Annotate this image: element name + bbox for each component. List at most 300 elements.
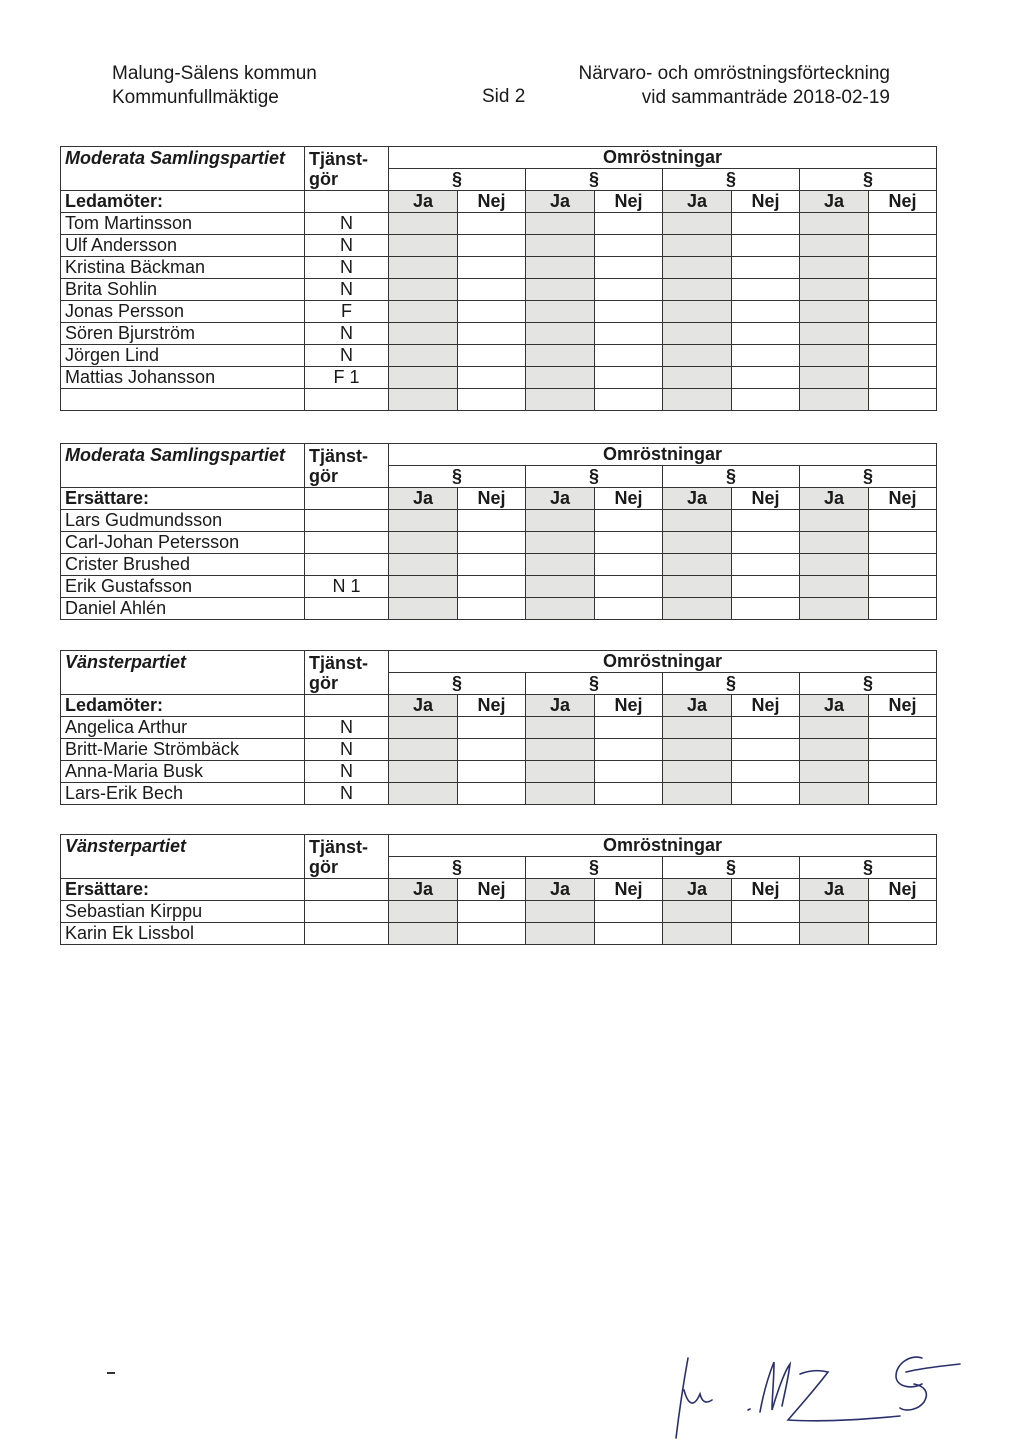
vote-nej-cell [458, 510, 526, 532]
vote-ja-cell [800, 279, 869, 301]
header-row [61, 147, 937, 169]
vote-nej-cell [458, 213, 526, 235]
vote-ja-cell [663, 279, 732, 301]
vote-nej-cell [458, 323, 526, 345]
attendance-status [305, 532, 389, 554]
vote-nej-cell [458, 761, 526, 783]
vote-nej-cell [732, 901, 800, 923]
member-row [61, 323, 937, 345]
nej-header: Nej [732, 488, 800, 510]
paragraph-header: § [800, 169, 937, 191]
header-left [112, 62, 317, 110]
vote-nej-cell [869, 235, 937, 257]
vote-nej-cell [595, 345, 663, 367]
ja-header: Ja [526, 191, 595, 213]
vote-nej-cell [732, 345, 800, 367]
vote-nej-cell [732, 367, 800, 389]
vote-ja-cell [389, 532, 458, 554]
vote-nej-cell [869, 532, 937, 554]
member-row [61, 923, 937, 945]
council-name: Kommunfullmäktige [112, 87, 279, 108]
vote-ja-cell [526, 532, 595, 554]
member-name: Anna-Maria Busk [61, 761, 305, 783]
member-row [61, 532, 937, 554]
nej-header: Nej [595, 191, 663, 213]
member-row [61, 213, 937, 235]
attendance-status: N [305, 345, 389, 367]
vote-ja-cell [389, 761, 458, 783]
ja-header: Ja [800, 695, 869, 717]
vote-nej-cell [732, 598, 800, 620]
vote-nej-cell [732, 923, 800, 945]
member-row [61, 345, 937, 367]
vote-ja-cell [663, 783, 732, 805]
nej-header: Nej [458, 695, 526, 717]
attendance-status: N [305, 213, 389, 235]
omrostningar-header: Omröstningar [389, 651, 937, 673]
empty-cell [305, 879, 389, 901]
gor-label: gör [309, 673, 338, 693]
footer-dash [107, 1372, 115, 1374]
tjanst-label: Tjänst- [309, 149, 369, 169]
attendance-status: F 1 [305, 367, 389, 389]
party-name: Vänsterpartiet [61, 651, 305, 695]
vote-ja-cell [800, 901, 869, 923]
omrostningar-header: Omröstningar [389, 444, 937, 466]
vote-ja-cell [389, 739, 458, 761]
vote-ja-cell [663, 532, 732, 554]
attendance-status: N [305, 717, 389, 739]
paragraph-header: § [663, 857, 800, 879]
vote-ja-cell [389, 598, 458, 620]
nej-header: Nej [458, 488, 526, 510]
nej-header: Nej [595, 488, 663, 510]
vote-ja-cell [663, 323, 732, 345]
vote-ja-cell [389, 389, 458, 411]
attendance-status [305, 389, 389, 411]
vote-nej-cell [595, 923, 663, 945]
party-name: Moderata Samlingspartiet [61, 147, 305, 191]
section-label: Ersättare: [61, 879, 305, 901]
member-name: Crister Brushed [61, 554, 305, 576]
member-name: Kristina Bäckman [61, 257, 305, 279]
section-row [61, 879, 937, 901]
vote-nej-cell [732, 257, 800, 279]
vote-nej-cell [595, 901, 663, 923]
nej-header: Nej [869, 191, 937, 213]
paragraph-header: § [389, 673, 526, 695]
vote-ja-cell [389, 257, 458, 279]
gor-label: gör [309, 857, 338, 877]
vote-ja-cell [800, 717, 869, 739]
vote-nej-cell [458, 598, 526, 620]
member-row [61, 761, 937, 783]
vote-nej-cell [595, 576, 663, 598]
nej-header: Nej [869, 695, 937, 717]
attendance-status [305, 901, 389, 923]
vote-nej-cell [595, 235, 663, 257]
vote-ja-cell [526, 279, 595, 301]
vote-ja-cell [526, 235, 595, 257]
party-name: Moderata Samlingspartiet [61, 444, 305, 488]
vote-ja-cell [526, 739, 595, 761]
paragraph-header: § [800, 673, 937, 695]
vote-ja-cell [800, 761, 869, 783]
vote-nej-cell [595, 554, 663, 576]
vote-ja-cell [389, 279, 458, 301]
vote-ja-cell [663, 923, 732, 945]
vote-nej-cell [732, 576, 800, 598]
vote-nej-cell [458, 554, 526, 576]
attendance-status: N [305, 257, 389, 279]
vote-ja-cell [526, 761, 595, 783]
vote-nej-cell [869, 901, 937, 923]
vote-ja-cell [663, 901, 732, 923]
vote-nej-cell [869, 345, 937, 367]
vote-nej-cell [869, 389, 937, 411]
vote-ja-cell [663, 739, 732, 761]
attendance-status: N [305, 761, 389, 783]
member-name: Sebastian Kirppu [61, 901, 305, 923]
page-number: Sid 2 [482, 86, 526, 107]
vote-nej-cell [595, 510, 663, 532]
member-row [61, 367, 937, 389]
vote-ja-cell [800, 301, 869, 323]
vote-nej-cell [595, 257, 663, 279]
header-right [578, 62, 890, 110]
vote-ja-cell [663, 576, 732, 598]
vote-ja-cell [526, 554, 595, 576]
nej-header: Nej [732, 695, 800, 717]
member-row [61, 301, 937, 323]
attendance-status [305, 554, 389, 576]
tjanst-label: Tjänst- [309, 446, 369, 466]
nej-header: Nej [732, 191, 800, 213]
vote-ja-cell [800, 235, 869, 257]
section-label: Ledamöter: [61, 695, 305, 717]
vote-nej-cell [458, 279, 526, 301]
ja-header: Ja [800, 879, 869, 901]
vote-nej-cell [595, 367, 663, 389]
gor-label: gör [309, 466, 338, 486]
vote-nej-cell [869, 279, 937, 301]
vote-nej-cell [732, 510, 800, 532]
ja-header: Ja [526, 488, 595, 510]
section-row [61, 695, 937, 717]
member-name [61, 389, 305, 411]
vote-ja-cell [663, 598, 732, 620]
paragraph-header: § [663, 169, 800, 191]
vote-nej-cell [732, 554, 800, 576]
vote-ja-cell [663, 510, 732, 532]
vote-ja-cell [663, 301, 732, 323]
vote-nej-cell [458, 532, 526, 554]
vote-ja-cell [800, 598, 869, 620]
paragraph-header: § [800, 466, 937, 488]
vote-nej-cell [732, 739, 800, 761]
vote-nej-cell [595, 598, 663, 620]
vote-ja-cell [526, 257, 595, 279]
vote-ja-cell [389, 554, 458, 576]
attendance-status: N [305, 235, 389, 257]
vote-ja-cell [800, 345, 869, 367]
member-row [61, 279, 937, 301]
attendance-status: F [305, 301, 389, 323]
vote-ja-cell [800, 257, 869, 279]
omrostningar-header: Omröstningar [389, 835, 937, 857]
member-row [61, 739, 937, 761]
vote-ja-cell [800, 213, 869, 235]
vote-nej-cell [458, 367, 526, 389]
section-row [61, 191, 937, 213]
gor-label: gör [309, 169, 338, 189]
paragraph-header: § [389, 857, 526, 879]
ja-header: Ja [389, 879, 458, 901]
vote-nej-cell [458, 901, 526, 923]
ja-header: Ja [389, 488, 458, 510]
member-row [61, 901, 937, 923]
vote-ja-cell [389, 367, 458, 389]
attendance-status [305, 598, 389, 620]
vote-nej-cell [595, 301, 663, 323]
nej-header: Nej [869, 488, 937, 510]
vote-nej-cell [458, 739, 526, 761]
vote-ja-cell [663, 235, 732, 257]
section-label: Ledamöter: [61, 191, 305, 213]
vote-ja-cell [526, 213, 595, 235]
party-table [60, 650, 937, 805]
vote-nej-cell [595, 739, 663, 761]
member-row [61, 235, 937, 257]
paragraph-header: § [389, 466, 526, 488]
tjanst-gor-header [305, 444, 389, 488]
vote-ja-cell [389, 783, 458, 805]
nej-header: Nej [732, 879, 800, 901]
ja-header: Ja [800, 488, 869, 510]
empty-cell [305, 191, 389, 213]
vote-ja-cell [526, 783, 595, 805]
vote-ja-cell [800, 783, 869, 805]
vote-nej-cell [458, 717, 526, 739]
nej-header: Nej [595, 879, 663, 901]
vote-ja-cell [800, 510, 869, 532]
vote-nej-cell [595, 717, 663, 739]
vote-nej-cell [732, 279, 800, 301]
tjanst-label: Tjänst- [309, 653, 369, 673]
vote-ja-cell [526, 598, 595, 620]
empty-cell [305, 695, 389, 717]
vote-nej-cell [869, 598, 937, 620]
ja-header: Ja [663, 191, 732, 213]
vote-nej-cell [595, 279, 663, 301]
vote-nej-cell [595, 532, 663, 554]
vote-nej-cell [869, 301, 937, 323]
attendance-status [305, 510, 389, 532]
header-row [61, 835, 937, 857]
nej-header: Nej [458, 191, 526, 213]
vote-ja-cell [526, 576, 595, 598]
vote-ja-cell [663, 345, 732, 367]
tjanst-gor-header [305, 835, 389, 879]
vote-nej-cell [869, 576, 937, 598]
vote-nej-cell [458, 576, 526, 598]
vote-ja-cell [663, 389, 732, 411]
vote-nej-cell [458, 923, 526, 945]
municipality-name: Malung-Sälens kommun [112, 63, 317, 84]
ja-header: Ja [663, 488, 732, 510]
member-name: Erik Gustafsson [61, 576, 305, 598]
vote-nej-cell [869, 783, 937, 805]
vote-nej-cell [732, 761, 800, 783]
member-name: Sören Bjurström [61, 323, 305, 345]
attendance-status: N 1 [305, 576, 389, 598]
vote-ja-cell [389, 923, 458, 945]
vote-ja-cell [389, 901, 458, 923]
ja-header: Ja [663, 879, 732, 901]
member-row [61, 576, 937, 598]
vote-ja-cell [663, 213, 732, 235]
vote-nej-cell [458, 345, 526, 367]
section-label: Ersättare: [61, 488, 305, 510]
attendance-status [305, 923, 389, 945]
ja-header: Ja [526, 695, 595, 717]
party-table [60, 834, 937, 945]
vote-nej-cell [869, 717, 937, 739]
vote-ja-cell [389, 323, 458, 345]
vote-nej-cell [869, 367, 937, 389]
vote-nej-cell [732, 301, 800, 323]
attendance-status: N [305, 783, 389, 805]
vote-nej-cell [732, 532, 800, 554]
member-row [61, 510, 937, 532]
nej-header: Nej [869, 879, 937, 901]
vote-ja-cell [389, 301, 458, 323]
empty-cell [305, 488, 389, 510]
meeting-date: vid sammanträde 2018-02-19 [641, 87, 890, 108]
member-name: Tom Martinsson [61, 213, 305, 235]
vote-nej-cell [869, 213, 937, 235]
vote-nej-cell [458, 783, 526, 805]
member-name: Daniel Ahlén [61, 598, 305, 620]
paragraph-header: § [663, 466, 800, 488]
vote-nej-cell [869, 761, 937, 783]
vote-ja-cell [800, 739, 869, 761]
vote-ja-cell [800, 323, 869, 345]
ja-header: Ja [663, 695, 732, 717]
attendance-status: N [305, 739, 389, 761]
vote-ja-cell [526, 389, 595, 411]
vote-nej-cell [595, 213, 663, 235]
vote-nej-cell [869, 739, 937, 761]
ja-header: Ja [526, 879, 595, 901]
vote-nej-cell [869, 923, 937, 945]
vote-nej-cell [595, 323, 663, 345]
member-row [61, 783, 937, 805]
member-name: Angelica Arthur [61, 717, 305, 739]
member-name: Brita Sohlin [61, 279, 305, 301]
vote-nej-cell [732, 389, 800, 411]
member-row [61, 554, 937, 576]
vote-ja-cell [389, 717, 458, 739]
paragraph-header: § [526, 466, 663, 488]
member-row [61, 389, 937, 411]
vote-nej-cell [732, 717, 800, 739]
vote-nej-cell [732, 323, 800, 345]
vote-nej-cell [869, 257, 937, 279]
vote-nej-cell [595, 389, 663, 411]
member-name: Karin Ek Lissbol [61, 923, 305, 945]
member-name: Britt-Marie Strömbäck [61, 739, 305, 761]
vote-nej-cell [869, 323, 937, 345]
tjanst-gor-header [305, 147, 389, 191]
header-row [61, 651, 937, 673]
paragraph-header: § [526, 673, 663, 695]
party-table [60, 443, 937, 620]
vote-nej-cell [458, 257, 526, 279]
header-row [61, 444, 937, 466]
vote-ja-cell [526, 717, 595, 739]
signature-initials [660, 1350, 990, 1440]
vote-ja-cell [526, 923, 595, 945]
paragraph-header: § [800, 857, 937, 879]
member-name: Jörgen Lind [61, 345, 305, 367]
vote-nej-cell [595, 761, 663, 783]
vote-nej-cell [458, 301, 526, 323]
member-name: Mattias Johansson [61, 367, 305, 389]
vote-ja-cell [800, 367, 869, 389]
paragraph-header: § [526, 169, 663, 191]
document-title: Närvaro- och omröstningsförteckning [578, 63, 890, 84]
vote-ja-cell [800, 554, 869, 576]
vote-ja-cell [526, 301, 595, 323]
ja-header: Ja [389, 695, 458, 717]
vote-ja-cell [663, 717, 732, 739]
tjanst-gor-header [305, 651, 389, 695]
party-table [60, 146, 937, 411]
vote-nej-cell [732, 213, 800, 235]
vote-ja-cell [389, 510, 458, 532]
vote-ja-cell [526, 901, 595, 923]
paragraph-header: § [389, 169, 526, 191]
vote-ja-cell [663, 554, 732, 576]
vote-nej-cell [458, 389, 526, 411]
vote-ja-cell [800, 923, 869, 945]
vote-ja-cell [663, 761, 732, 783]
member-name: Ulf Andersson [61, 235, 305, 257]
vote-ja-cell [389, 235, 458, 257]
vote-nej-cell [458, 235, 526, 257]
vote-ja-cell [800, 389, 869, 411]
member-name: Jonas Persson [61, 301, 305, 323]
attendance-status: N [305, 279, 389, 301]
section-row [61, 488, 937, 510]
vote-nej-cell [595, 783, 663, 805]
vote-ja-cell [526, 510, 595, 532]
member-row [61, 257, 937, 279]
vote-nej-cell [869, 554, 937, 576]
ja-header: Ja [389, 191, 458, 213]
vote-ja-cell [663, 367, 732, 389]
vote-ja-cell [663, 257, 732, 279]
member-row [61, 717, 937, 739]
tjanst-label: Tjänst- [309, 837, 369, 857]
vote-ja-cell [389, 576, 458, 598]
vote-ja-cell [526, 323, 595, 345]
vote-nej-cell [732, 235, 800, 257]
ja-header: Ja [800, 191, 869, 213]
omrostningar-header: Omröstningar [389, 147, 937, 169]
vote-ja-cell [800, 576, 869, 598]
